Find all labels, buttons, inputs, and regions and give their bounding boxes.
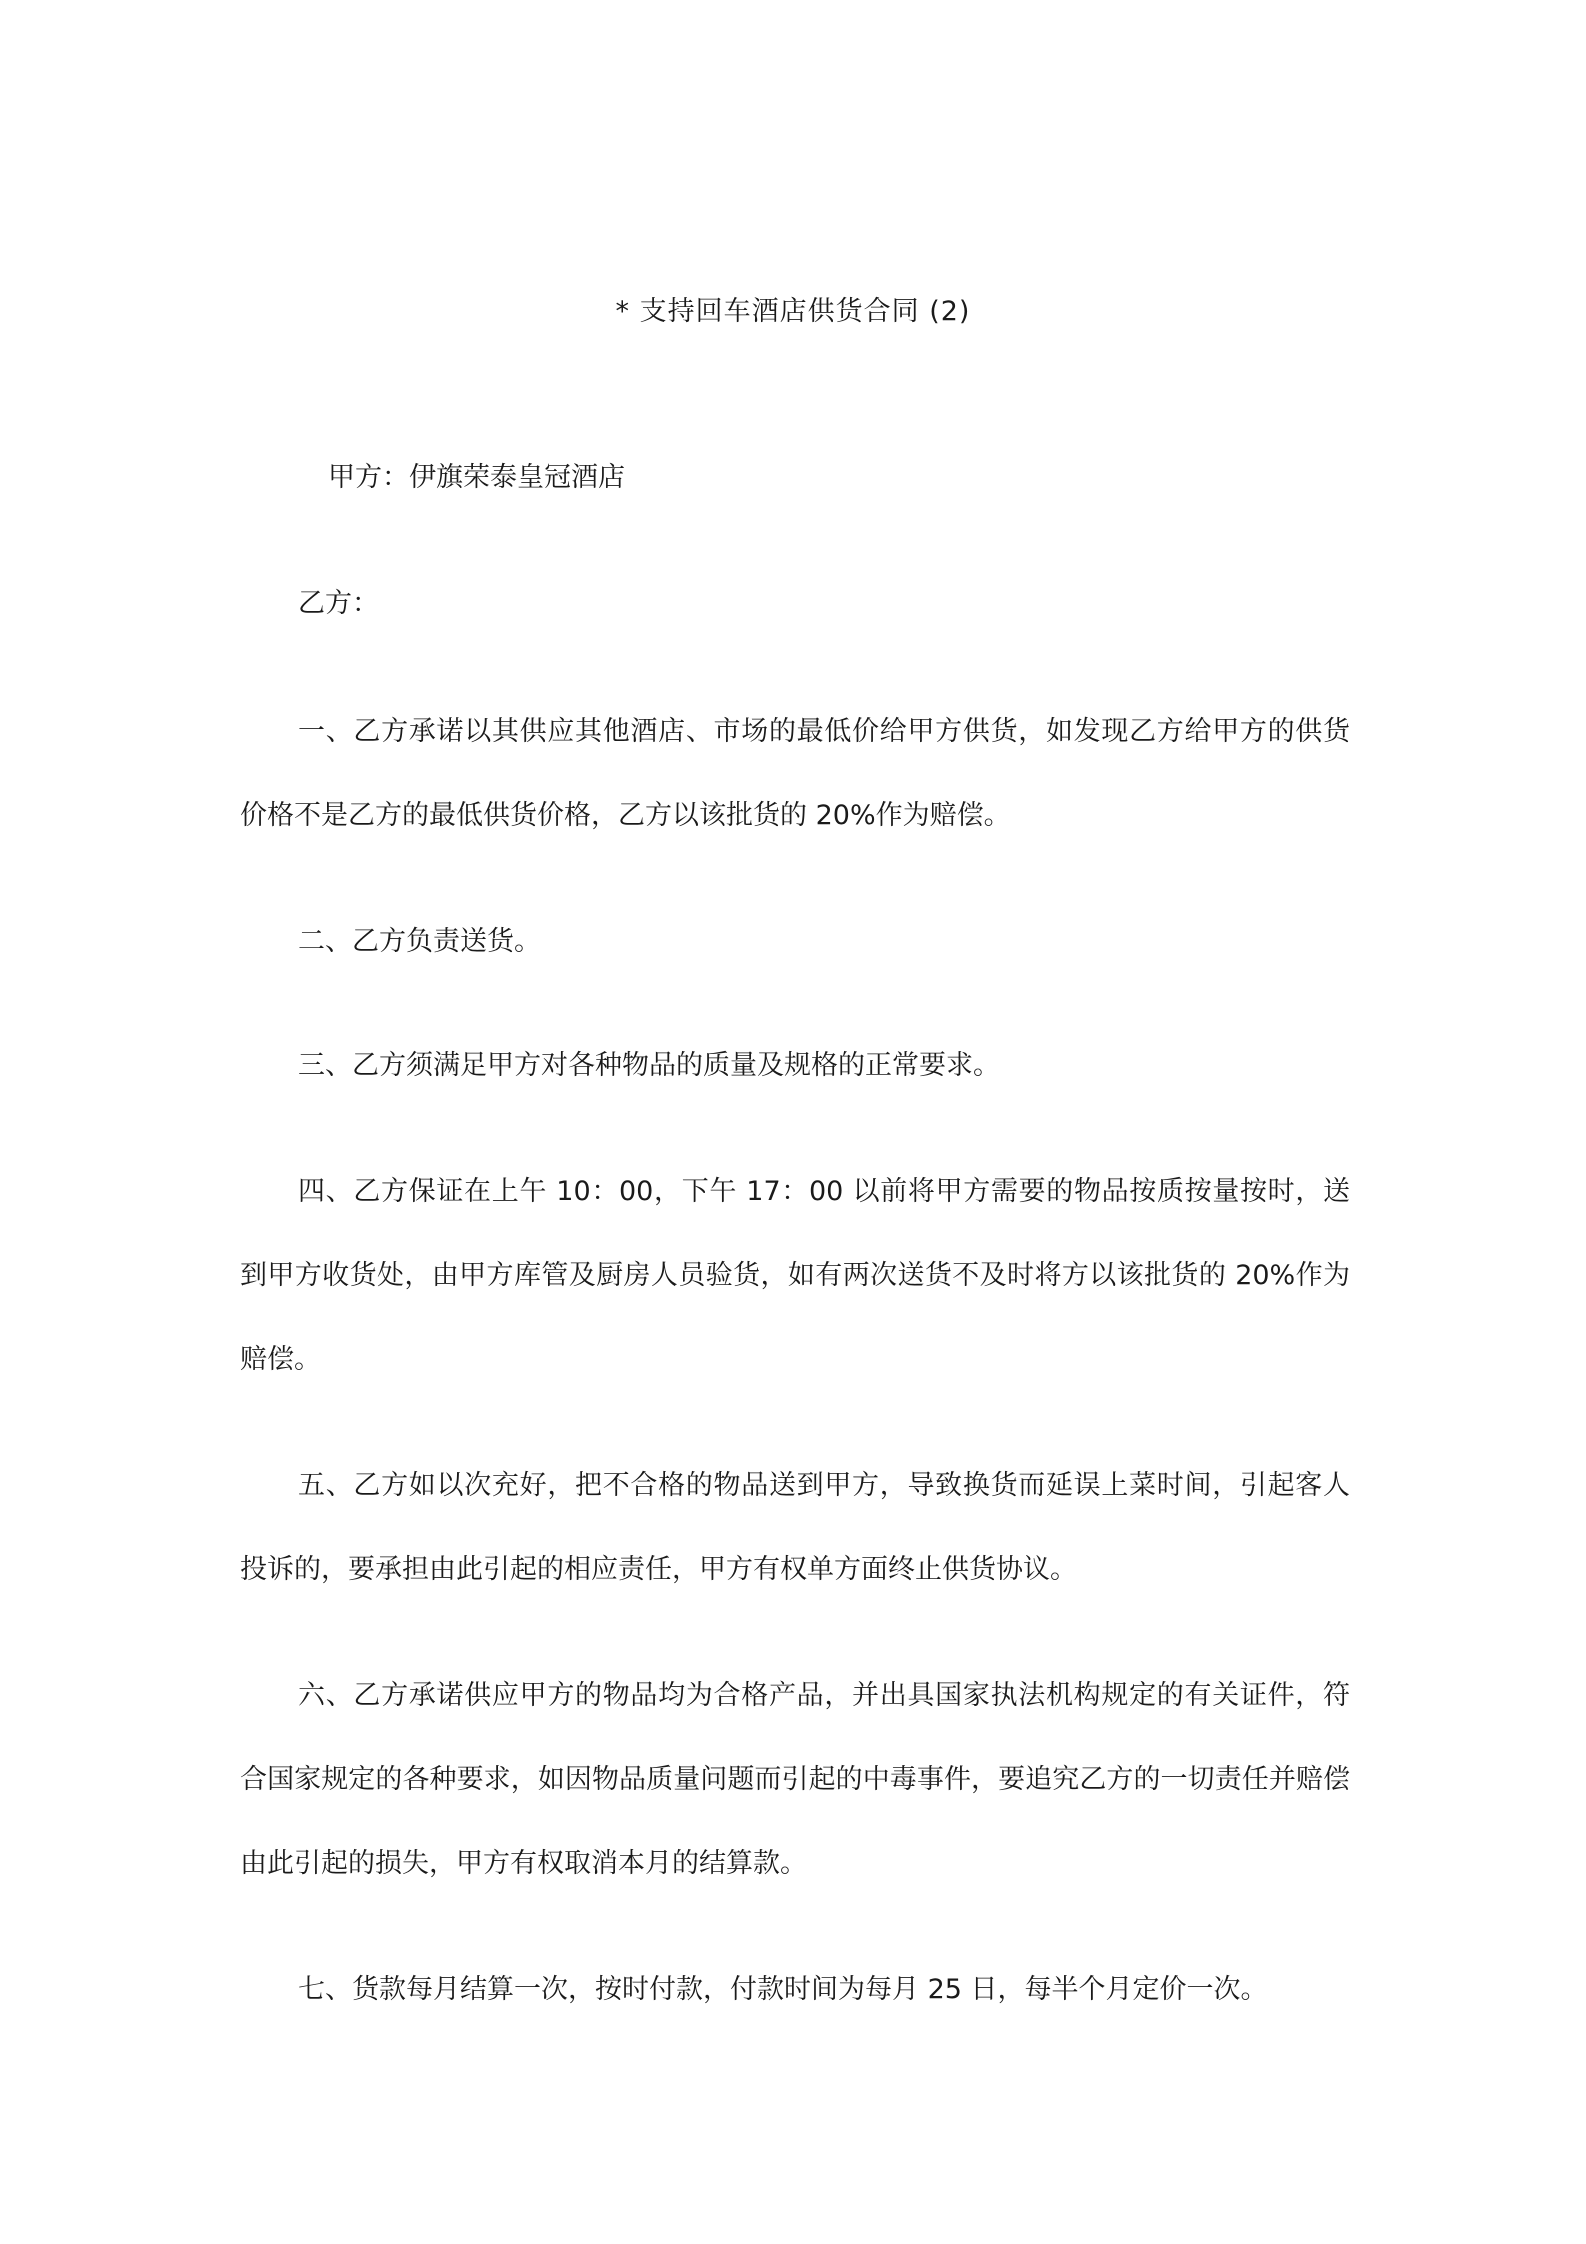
- clause-6: 六、乙方承诺供应甲方的物品均为合格产品，并出具国家执法机构规定的有关证件，符合国家规定的各种要求，如因物品质量问题而引起的中毒事件，要追究乙方的一切责任并赔偿由此引起的损失，甲方有权取消本月的结算款。: [240, 1680, 1350, 1879]
- party-b-line: 乙方：: [298, 588, 379, 619]
- party-a-line: 甲方：伊旗荣泰皇冠酒店: [328, 462, 625, 493]
- clause-3: 三、乙方须满足甲方对各种物品的质量及规格的正常要求。: [298, 1050, 1000, 1081]
- clause-1: 一、乙方承诺以其供应其他酒店、市场的最低价给甲方供货，如发现乙方给甲方的供货价格不是乙方的最低供货价格，乙方以该批货的 20%作为赔偿。: [240, 716, 1350, 831]
- clause-4: 四、乙方保证在上午 10：00，下午 17：00 以前将甲方需要的物品按质按量按时，送到甲方收货处，由甲方库管及厨房人员验货，如有两次送货不及时将方以该批货的 20%作为赔偿。: [240, 1176, 1350, 1375]
- clause-5: 五、乙方如以次充好，把不合格的物品送到甲方，导致换货而延误上菜时间，引起客人投诉的，要承担由此引起的相应责任，甲方有权单方面终止供货协议。: [240, 1470, 1350, 1585]
- document-title: * 支持回车酒店供货合同 (2): [615, 296, 971, 327]
- clause-7: 七、货款每月结算一次，按时付款，付款时间为每月 25 日，每半个月定价一次。: [298, 1974, 1268, 2005]
- clause-2: 二、乙方负责送货。: [298, 926, 541, 957]
